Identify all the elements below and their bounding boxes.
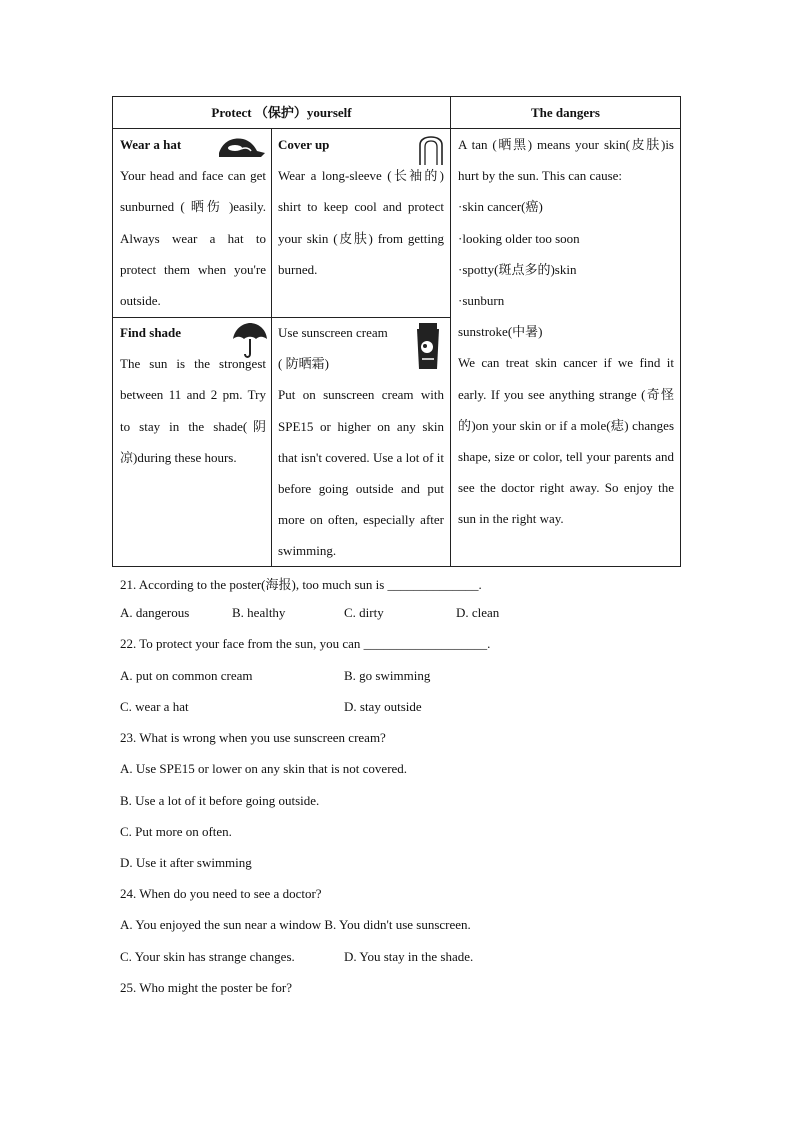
dangers-text: We can treat skin cancer if we find it early. If you see anything strange (奇怪的)on your skin or if a mole(痣) changes shape, size or color, tell your parents and see the doctor right away. So enjoy the sun in the right way. [458,355,674,527]
danger-item: ·sunburn [458,293,505,309]
dangers-intro: A tan (晒黑) means your skin(皮肤)is hurt by the sun. This can cause: [458,137,674,184]
danger-item: ·skin cancer(癌) [458,199,543,215]
dangers-cell [458,129,674,535]
option: B. healthy [232,605,286,620]
option: C. Put more on often. [120,824,232,839]
hat-icon [213,133,267,159]
question-25: 25. Who might the poster be for? [120,980,292,995]
option: A. dangerous [120,605,190,620]
option: D. clean [456,605,500,620]
poster-table [112,96,681,567]
option: D. You stay in the shade. [344,949,474,964]
shade-text: The sun is the strongest between 11 and 2 pm. Try to stay in the shade(阴凉)during these hours. [120,356,266,465]
sunscreen-text: Put on sunscreen cream with SPE15 or higher on any skin that isn't covered. Use a lot of it before going outside and put more on often, especially after swimming. [278,387,444,559]
option: B. Use a lot of it before going outside. [120,793,320,808]
danger-item: ·spotty(斑点多的)skin [458,261,577,277]
question-21: 21. According to the poster(海报), too much sun is ______________. [120,577,482,592]
umbrella-icon [231,321,269,361]
shirt-icon [416,135,446,167]
shade-title: Find shade [120,325,182,340]
sunscreen-title-1: Use sunscreen cream [278,325,388,340]
option: D. Use it after swimming [120,855,252,870]
cover-title: Cover up [278,137,330,152]
header-dangers: The dangers [531,105,600,120]
option: C. dirty [344,605,384,620]
option: C. Your skin has strange changes. [120,949,295,964]
danger-item: sunstroke(中暑) [458,324,543,340]
question-22: 22. To protect your face from the sun, you can ___________________. [120,636,491,651]
sunscreen-title-2: ( 防晒霜) [278,356,329,372]
question-23: 23. What is wrong when you use sunscreen cream? [120,730,386,745]
option: A. Use SPE15 or lower on any skin that is not covered. [120,761,408,776]
option: B. go swimming [344,668,431,683]
hat-text: Your head and face can get sunburned ( 晒伤 )easily. Always wear a hat to protect them when you're outside. [120,168,266,309]
sunscreen-bottle-icon [413,321,443,373]
question-24: 24. When do you need to see a doctor? [120,886,322,901]
option: D. stay outside [344,699,422,714]
option: A. put on common cream [120,668,253,683]
hat-title: Wear a hat [120,137,182,152]
table-divider [271,128,272,566]
header-protect: Protect （保护）yourself [211,105,352,120]
option: A. You enjoyed the sun near a window B. You didn't use sunscreen. [120,917,471,932]
option: C. wear a hat [120,699,189,714]
table-divider [450,97,451,566]
danger-item: ·looking older too soon [458,230,580,246]
cover-text: Wear a long-sleeve (长袖的) shirt to keep cool and protect your skin (皮肤) from getting burned. [278,168,444,277]
